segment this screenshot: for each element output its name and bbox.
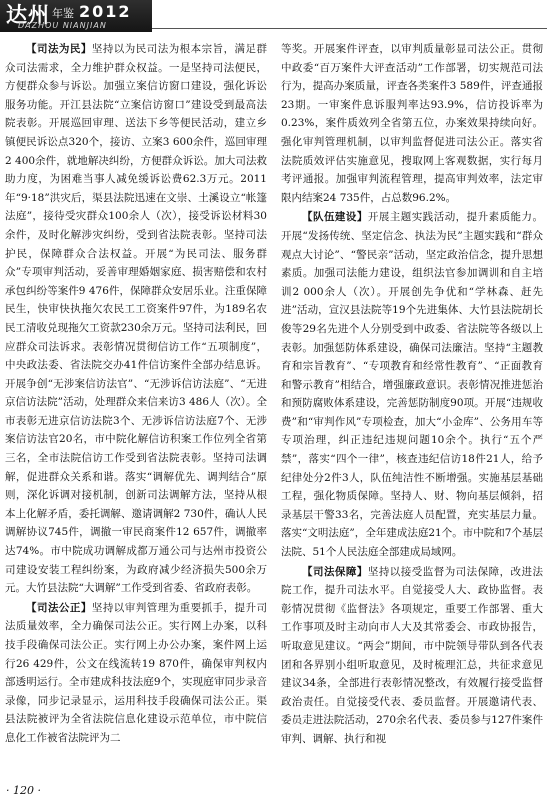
section-heading: 【队伍建设】 xyxy=(302,211,368,224)
paragraph-judicial-guarantee xyxy=(281,563,543,749)
paragraph-text: 坚持以审判管理为重要抓手，提升司法质量效率，全力确保司法公正。实行网上办案，以科技手段确保司法公正。实行网上办公办案，案件网上运行26 429件，公文在线流转19 870件，确保审判权内部透明运行。全市建成科技法庭9个，实现庭审同步录音录像，同步记录显示，运用科技手段确保司法公正。渠县法院被评为全省法院信息化建设示范单位，市中院信息化工作被省法院评为二 xyxy=(5,601,268,744)
logo-title: 达州 xyxy=(6,3,50,27)
left-column xyxy=(5,40,267,748)
page-header xyxy=(0,0,547,34)
right-column xyxy=(281,40,543,749)
page-number: · 120 · xyxy=(6,784,41,797)
section-heading: 【司法保障】 xyxy=(302,565,368,578)
logo-pinyin: DAZHOU NIANJIAN xyxy=(18,21,107,30)
paragraph-text: 坚持以接受监督为司法保障，改进法院工作，提升司法水平。自觉接受人大、政协监督。表彰情况贯彻《监督法》各项规定，重要工作部署、重大工作事项及时主动向市人大及其常委会、市政协报告，听取意见建议。“两会”期间，市中院领导带队到各代表团和各界别小组听取意见，及时梳理汇总，共征求意见建议34条，全部进行表彰情况整改，有效履行接受监督政治责任。自觉接受代表、委员监督。开展邀请代表、委员走进法院活动，270余名代表、委员参与127件案件审判、调解、执行和视 xyxy=(281,565,544,745)
logo-year: 2012 xyxy=(79,2,132,21)
paragraph-text: 坚持以为民司法为根本宗旨，满足群众司法需求，全力维护群众权益。一是坚持司法便民，方便群众参与诉讼。加强立案信访窗口建设，强化诉讼服务功能。开江县法院“立案信访窗口”建设受到最高法院表彰。开展巡回审理、送法下乡等便民活动，建立乡镇便民诉讼点320个，接访、立案3 600余件，巡回审理2 400余件，就地解决纠纷，方便群众诉讼。加大司法救助力度，为困难当事人减免缓诉讼费62.3万元。2011年“9·18”洪灾后，渠县法院迅速在文崇、土溪设立“帐篷法庭”，接待受灾群众100余人（次），接受诉讼材料30余件，及时化解涉灾纠纷，受到省法院表彰。坚持司法护民，保障群众合法权益。开展“为民司法、服务群众”专项审判活动，妥善审理婚姻家庭、损害赔偿和农村承包纠纷等案件9 476件，保障群众安居乐业。注重保障民生，快审快执拖欠农民工工资案件97件，为189名农民工清收兑现拖欠工资款230余万元。坚持司法利民，回应群众司法诉求。表彰情况贯彻信访工作“五项制度”，中央政法委、省法院交办41件信访案件全部办结息诉。开展争创“无涉案信访法官”、“无涉诉信访法庭”、“无进京信访法院”活动，处理群众来信来访3 486人（次）。全市表彰无进京信访法院3个、无涉诉信访法庭7个、无涉案信访法官20名，市中院化解信访积案工作位列全省第三名，全市法院信访工作受到省法院表彰。坚持司法调解，促进群众关系和谐。落实“调解优先、调判结合”原则，深化诉调对接机制，创新司法调解方法，坚持从根本上化解矛盾，委托调解、邀请调解2 730件，确认人民调解协议745件，调撤一审民商案件12 657件，调撤率达74%。市中院成功调解成都万通公司与达州市投资公司建设安装工程纠纷案，为政府减少经济损失500余万元。大竹县法院“大调解”工作受到省委、省政府表彰。 xyxy=(5,43,268,595)
section-heading: 【司法公正】 xyxy=(26,601,92,614)
paragraph-text: 等奖。开展案件评查，以审判质量彰显司法公正。贯彻中政委“百万案件大评查活动”工作部署，切实规范司法行为，提高办案质量，评查各类案件3 589件，评查通报23期。一审案件息诉服判率达93.9%，信访投诉率为0.23%，案件质效列全省第五位，办案效果持续向好。强化审判管理机制，以审判监督促进司法公正。落实省法院质效评估实施意见，搜取网上客观数据，实行每月考评通报。加强审判流程管理，提高审判效率，法定审限内结案24 735件，占总数96.2%。 xyxy=(281,43,543,204)
paragraph-text: 开展主题实践活动，提升素质能力。开展“发扬传统、坚定信念、执法为民”主题实践和“群众观点大讨论”、“警民亲”活动，坚定政治信念，提升思想素质。加强司法能力建设，组织法官参加调训和自主培训2 000余人（次）。开展创先争优和“学林森、赶先进”活动，宣汉县法院等19个先进集体、大竹县法院胡长俊等29名先进个人分别受到中政委、省法院等各级以上表彰。加强惩防体系建设，确保司法廉洁。坚持“主题教育和宗旨教育”、“专项教育和经常性教育”、“正面教育和警示教育”相结合，增强廉政意识。表彰情况推进惩治和预防腐败体系建设，完善惩防制度90项。开展“违规收费”和“审判作风”专项检查，加大“小金库”、公务用车等专项治理，纠正违纪违规问题10余个。执行“五个严禁”，落实“四个一律”，核查违纪信访18件21人，给予纪律处分2件3人，队伍纯洁性不断增强。实施基层基础工程，强化物质保障。坚持人、财、物向基层倾斜，招录基层干警33名，完善法庭人员配置，充实基层力量。落实“文明法庭”，全年建成法庭21个。市中院和7个基层法院、51个人民法庭全部建成局域网。 xyxy=(281,211,544,559)
yearbook-logo xyxy=(0,0,152,32)
paragraph-continuation xyxy=(281,40,543,207)
header-rule xyxy=(152,28,547,29)
section-heading: 【司法为民】 xyxy=(26,43,92,55)
paragraph-judicial-fairness xyxy=(5,599,267,748)
logo-yearbook-label: 年鉴 xyxy=(52,7,74,20)
paragraph-judicial-for-people xyxy=(5,40,267,598)
paragraph-team-building xyxy=(281,208,543,561)
